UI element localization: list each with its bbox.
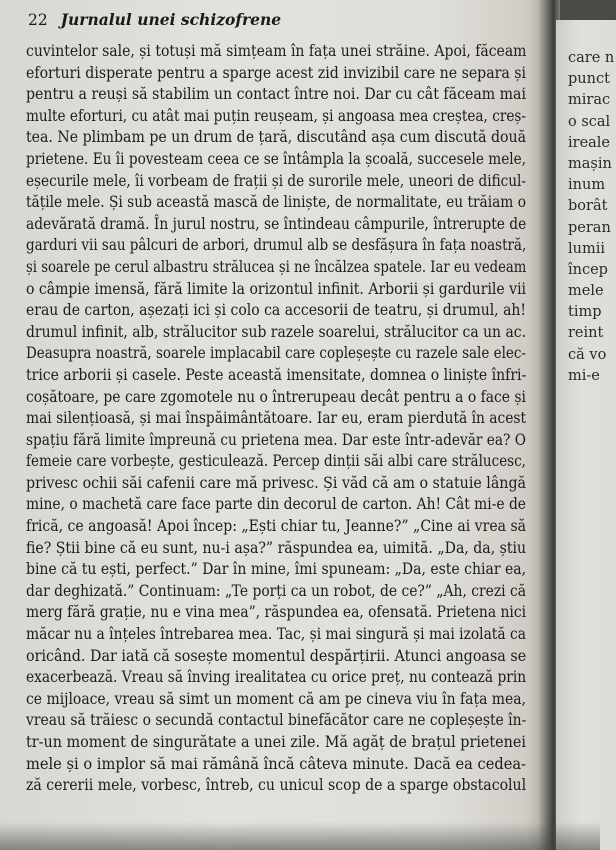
text-line: pentru a reuși să stabilim un contact între noi. Dar cu cât făceam mai: [26, 84, 526, 104]
facing-page-line: punct: [568, 71, 610, 88]
facing-page-line: inum: [568, 177, 606, 194]
text-line: mai silențioasă, și mai înspăimântătoare. Iar eu, eram pierdută în acest: [26, 408, 527, 428]
text-line: cuvintelor sale, și totuși mă simțeam în fața unei străine. Apoi, făceam: [26, 41, 527, 60]
facing-page-line: mi-e: [568, 367, 600, 384]
page-number: 22: [28, 11, 48, 29]
text-line: fie? Știi bine că eu sunt, nu-i așa?” răspundea ea, uimită. „Da, da, știu: [26, 537, 527, 557]
text-line: drumul infinit, alb, strălucitor sub razele soarelui, strălucitor ca un ac.: [26, 321, 527, 341]
text-line: exacerbează. Vreau să înving irealitatea cu orice preț, nu contează prin: [26, 667, 527, 687]
body-text: [26, 40, 526, 796]
facing-page-line: încep: [568, 261, 608, 278]
text-line: tr-un moment de singurătate a unei zile. Mă agăț de brațul prietenei: [26, 732, 526, 751]
text-line: eșecurile mele, îi vorbeam de frații și de surorile mele, uneori de dificul-: [26, 170, 526, 190]
running-header: [28, 10, 281, 29]
text-line: prietene. Eu îi povesteam ceea ce se întâmpla la școală, succesele mele,: [26, 148, 527, 168]
facing-page-line: mele: [568, 283, 604, 300]
text-line: trice arborii și casele. Peste această imensitate, domnea o liniște înfri-: [26, 364, 527, 384]
text-line: spațiu fără limite împreună cu prietena mea. Dar este într-adevăr ea? O: [26, 429, 526, 449]
facing-page-line: care n: [568, 50, 615, 66]
facing-page-line: mirac: [568, 92, 611, 109]
text-line: mine, o machetă care face parte din decorul de carton. Ah! Cât mi-e de: [26, 494, 526, 514]
text-line: erau de carton, așezați ici și colo ca accesorii de teatru, și drumul, ah!: [26, 300, 527, 320]
text-line: ză cererii mele, vorbesc, întreb, cu unicul scop de a sparge obstacolul: [26, 775, 527, 795]
text-line: frică, ce angoasă! Apoi încep: „Ești chiar tu, Jeanne?” „Cine ai vrea să: [26, 516, 527, 536]
text-line: eforturi disperate pentru a sparge acest zid invizibil care ne separa și: [26, 62, 527, 82]
text-line: dar deghizată.” Continuam: „Te porți ca un robot, de ce?” „Ah, crezi că: [26, 580, 527, 600]
text-line: bine că tu ești, perfect.” Dar în mine, îmi spuneam: „Da, este chiar ea,: [26, 559, 527, 579]
text-line: Deasupra noastră, soarele implacabil care copleșește cu razele sale elec-: [26, 343, 526, 363]
text-line: oricând. Dar iată că sosește momentul despărțirii. Atunci angoasa se: [26, 645, 527, 665]
text-line: tățile mele. Și sub această mască de liniște, de normalitate, eu trăiam o: [26, 192, 527, 212]
text-line: femeie care vorbește, gesticulează. Percep dinții săi albi care strălucesc,: [26, 451, 526, 471]
text-line: o câmpie imensă, fără limite la orizontul infinit. Arborii și gardurile vii: [26, 278, 527, 298]
facing-page: [556, 20, 616, 850]
text-line: garduri vii sau pâlcuri de arbori, drumul alb se desfășura în fața noastră,: [26, 235, 527, 255]
text-line: măcar nu a înțeles întrebarea mea. Tac, și mai singură și mai izolată ca: [26, 624, 526, 644]
facing-page-line: borât: [568, 198, 608, 215]
text-line: coșătoare, pe care zgomotele nu o întrerupeau decât pentru a o face și: [26, 386, 526, 406]
facing-page-line: lumii: [568, 240, 606, 257]
facing-page-line: ireale: [568, 134, 611, 151]
book-title: Jurnalul unei schizofrene: [60, 10, 282, 29]
text-line: și soarele pe cerul albastru strălucea și ne încălzea spatele. Iar eu vedeam: [26, 256, 527, 276]
facing-page-line: reint: [568, 325, 604, 342]
text-line: privesc ochii săi cafenii care mă privesc. Și văd că am o statuie lângă: [26, 472, 527, 492]
text-line: ce mijloace, vreau să simt un moment că am pe cineva viu în fața mea,: [26, 688, 527, 708]
facing-page-line: peran: [568, 219, 611, 236]
facing-page-line: mașin: [568, 155, 612, 172]
text-line: multe eforturi, cu atât mai puțin reușeam, și angoasa mea creștea, creș-: [26, 105, 527, 125]
text-line: tea. Ne plimbam pe un drum de țară, discutând așa cum discută două: [26, 127, 527, 147]
text-line: adevărată dramă. În jurul nostru, se întindeau câmpurile, întrerupte de: [26, 213, 527, 233]
facing-page-text: [568, 48, 614, 387]
text-line: vreau să trăiesc o secundă contactul binefăcător care ne copleșește în-: [26, 710, 527, 730]
facing-page-line: timp: [568, 304, 602, 321]
text-line: merg fără grație, nu e vina mea”, răspundea ea, ofensată. Prietena nici: [26, 602, 526, 622]
text-line: mele și o implor să mai rămână încă câteva minute. Dacă ea cedea-: [26, 753, 526, 773]
facing-page-line: o scal: [568, 113, 611, 130]
bottom-shadow: [0, 822, 600, 850]
facing-page-line: că vo: [568, 346, 607, 363]
